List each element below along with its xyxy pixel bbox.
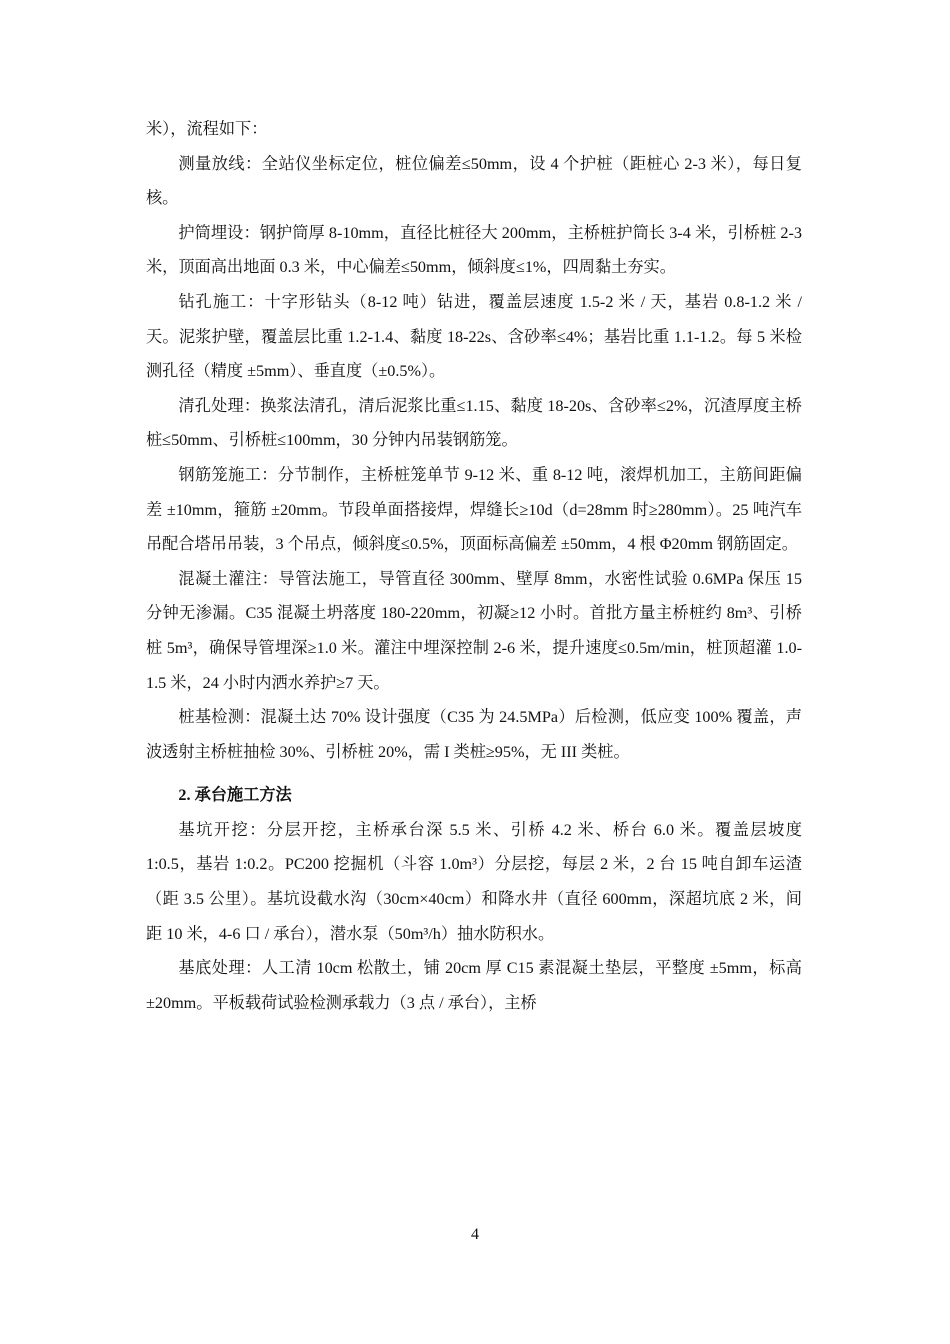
page-number: 4 [471, 1226, 479, 1243]
paragraph: 护筒埋设：钢护筒厚 8-10mm，直径比桩径大 200mm，主桥桩护筒长 3-4 米，引桥桩 2-3 米，顶面高出地面 0.3 米，中心偏差≤50mm，倾斜度≤1%，四周黏土夯实。 [146, 223, 802, 277]
paragraph: 清孔处理：换浆法清孔，清后泥浆比重≤1.15、黏度 18-20s、含砂率≤2%，沉渣厚度主桥桩≤50mm、引桥桩≤100mm，30 分钟内吊装钢筋笼。 [146, 396, 802, 450]
paragraph: 米），流程如下： [146, 120, 268, 138]
paragraph: 基坑开挖：分层开挖，主桥承台深 5.5 米、引桥 4.2 米、桥台 6.0 米。覆盖层坡度 1:0.5，基岩 1:0.2。PC200 挖掘机（斗容 1.0m³）分层挖，每层 2 米，2 台 15 吨自卸车运渣（距 3.5 公里）。基坑设截水沟（30cm×40cm）和降水井（直径 600mm，深超坑底 2 米，间距 10 米，4-6 口 / 承台），潜水泵（50m³/h）抽水防积水。 [146, 820, 802, 943]
paragraph: 钻孔施工：十字形钻头（8-12 吨）钻进，覆盖层速度 1.5-2 米 / 天，基岩 0.8-1.2 米 / 天。泥浆护壁，覆盖层比重 1.2-1.4、黏度 18-22s、含砂率≤4%；基岩比重 1.1-1.2。每 5 米检测孔径（精度 ±5mm）、垂直度（±0.5%）。 [146, 292, 802, 381]
paragraph: 钢筋笼施工：分节制作，主桥桩笼单节 9-12 米、重 8-12 吨，滚焊机加工，主筋间距偏差 ±10mm，箍筋 ±20mm。节段单面搭接焊，焊缝长≥10d（d=28mm 时≥280mm）。25 吨汽车吊配合塔吊吊装，3 个吊点，倾斜度≤0.5%，顶面标高偏差 ±50mm，4 根 Φ20mm 钢筋固定。 [146, 465, 802, 554]
paragraph: 桩基检测：混凝土达 70% 设计强度（C35 为 24.5MPa）后检测，低应变 100% 覆盖，声波透射主桥桩抽检 30%、引桥桩 20%，需 I 类桩≥95%，无 III 类桩。 [146, 708, 802, 761]
document-body [146, 112, 802, 1020]
paragraph-group-cap-construction [146, 813, 802, 1021]
paragraph: 混凝土灌注：导管法施工，导管直径 300mm、壁厚 8mm，水密性试验 0.6MPa 保压 15 分钟无渗漏。C35 混凝土坍落度 180-220mm，初凝≥12 小时。首批方量主桥桩约 8m³、引桥桩 5m³，确保导管埋深≥1.0 米。灌注中埋深控制 2-6 米，提升速度≤0.5m/min，桩顶超灌 1.0-1.5 米，24 小时内洒水养护≥7 天。 [146, 569, 802, 692]
paragraph: 测量放线：全站仪坐标定位，桩位偏差≤50mm，设 4 个护桩（距桩心 2-3 米），每日复核。 [146, 154, 802, 208]
section-heading: 2. 承台施工方法 [178, 786, 292, 805]
paragraph-group-pile-construction [146, 112, 802, 769]
paragraph: 基底处理：人工清 10cm 松散土，铺 20cm 厚 C15 素混凝土垫层，平整度 ±5mm，标高 ±20mm。平板载荷试验检测承载力（3 点 / 承台），主桥 [146, 959, 802, 1012]
